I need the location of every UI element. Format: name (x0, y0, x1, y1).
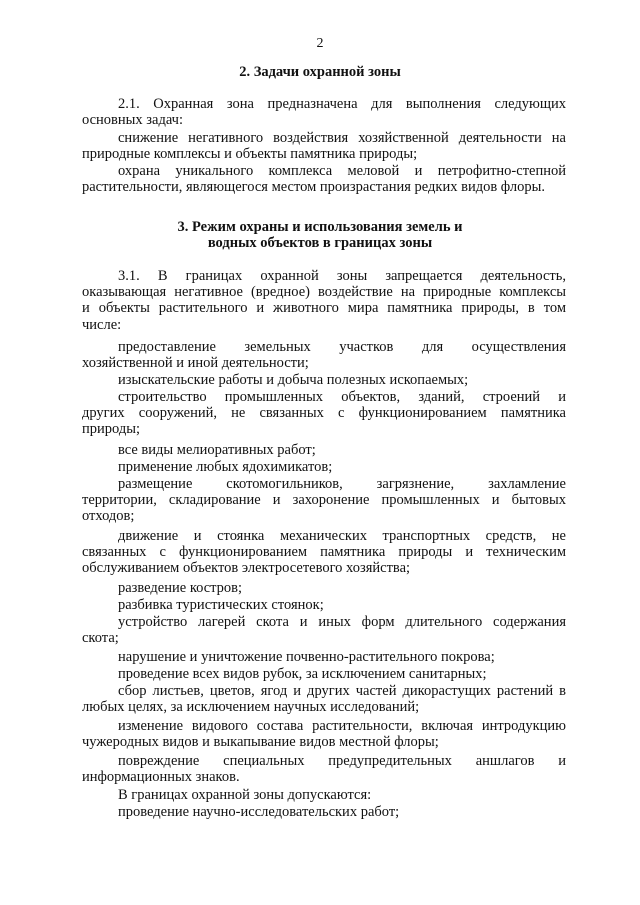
text-line: информационных знаков. (82, 769, 240, 786)
text-line: устройство лагерей скота и иных форм длительного содержания (118, 614, 566, 630)
text-line: обслуживанием объектов электросетевого хозяйства; (82, 560, 411, 577)
text-line: чужеродных видов и выкапывание видов местной флоры; (82, 734, 439, 751)
text-line: повреждение специальных предупредительных аншлагов и (118, 753, 566, 769)
text-line: строительство промышленных объектов, зданий, строений и (118, 389, 566, 405)
text-line: природы; (82, 421, 140, 438)
paragraph (82, 459, 566, 475)
paragraph (82, 614, 566, 646)
text-line: размещение скотомогильников, загрязнение, захламление (118, 476, 566, 492)
text-line: любых целях, за исключением научных исследований; (82, 699, 420, 716)
text-line: 2.1. Охранная зона предназначена для выполнения следующих (118, 96, 566, 112)
paragraph (82, 580, 566, 596)
paragraph (82, 268, 566, 333)
text-line: охрана уникального комплекса меловой и петрофитно-степной (118, 163, 566, 179)
text-line: изыскательские работы и добыча полезных ископаемых; (118, 372, 469, 388)
text-line: оказывающая негативное (вредное) воздействие на природные комплексы (82, 284, 566, 301)
text-line: нарушение и уничтожение почвенно-растительного покрова; (118, 649, 495, 665)
paragraph (82, 683, 566, 715)
paragraph (82, 96, 566, 128)
text-line: разбивка туристических стоянок; (118, 597, 324, 613)
text-line: растительности, являющегося местом произрастания редких видов флоры. (82, 179, 545, 196)
text-line: связанных с функционированием памятника природы и техническим (82, 544, 566, 561)
text-line: основных задач: (82, 112, 183, 129)
paragraph (82, 718, 566, 750)
paragraph (82, 130, 566, 162)
paragraph (82, 787, 566, 803)
text-line: скота; (82, 630, 119, 647)
paragraph (82, 528, 566, 577)
page-number: 2 (316, 36, 324, 51)
text-line: снижение негативного воздействия хозяйственной деятельности на (118, 130, 566, 146)
section-3-title-line: водных объектов в границах зоны (207, 235, 433, 251)
text-line: числе: (82, 316, 122, 333)
text-line: разведение костров; (118, 580, 243, 596)
paragraph (82, 339, 566, 371)
paragraph (82, 666, 566, 682)
text-line: и объекты растительного и животного мира памятника природы, в том (82, 300, 566, 317)
text-line: территории, складирование и захоронение промышленных и бытовых (82, 492, 566, 509)
text-line: проведение научно-исследовательских работ; (118, 804, 400, 820)
section-2-title: 2. Задачи охранной зоны (239, 64, 401, 80)
paragraph (82, 649, 566, 665)
text-line: природные комплексы и объекты памятника природы; (82, 146, 418, 163)
paragraph (82, 804, 566, 820)
text-line: 3.1. В границах охранной зоны запрещается деятельность, (118, 268, 566, 284)
paragraph (82, 753, 566, 785)
text-line: отходов; (82, 508, 135, 525)
paragraph (82, 476, 566, 525)
text-line: изменение видового состава растительности, включая интродукцию (118, 718, 566, 734)
paragraph (82, 163, 566, 195)
text-line: проведение всех видов рубок, за исключением санитарных; (118, 666, 487, 682)
text-line: предоставление земельных участков для осуществления (118, 339, 566, 355)
text-line: все виды мелиоративных работ; (118, 442, 316, 458)
paragraph (82, 597, 566, 613)
paragraph (82, 389, 566, 438)
text-line: хозяйственной и иной деятельности; (82, 355, 309, 372)
section-3-title-line: 3. Режим охраны и использования земель и (177, 219, 463, 235)
paragraph (82, 442, 566, 458)
text-line: других сооружений, не связанных с функционированием памятника (82, 405, 566, 422)
text-line: В границах охранной зоны допускаются: (118, 787, 372, 803)
text-line: применение любых ядохимикатов; (118, 459, 333, 475)
text-line: сбор листьев, цветов, ягод и других частей дикорастущих растений в (118, 683, 566, 699)
text-line: движение и стоянка механических транспортных средств, не (118, 528, 566, 544)
paragraph (82, 372, 566, 388)
section-3-title (0, 219, 640, 251)
